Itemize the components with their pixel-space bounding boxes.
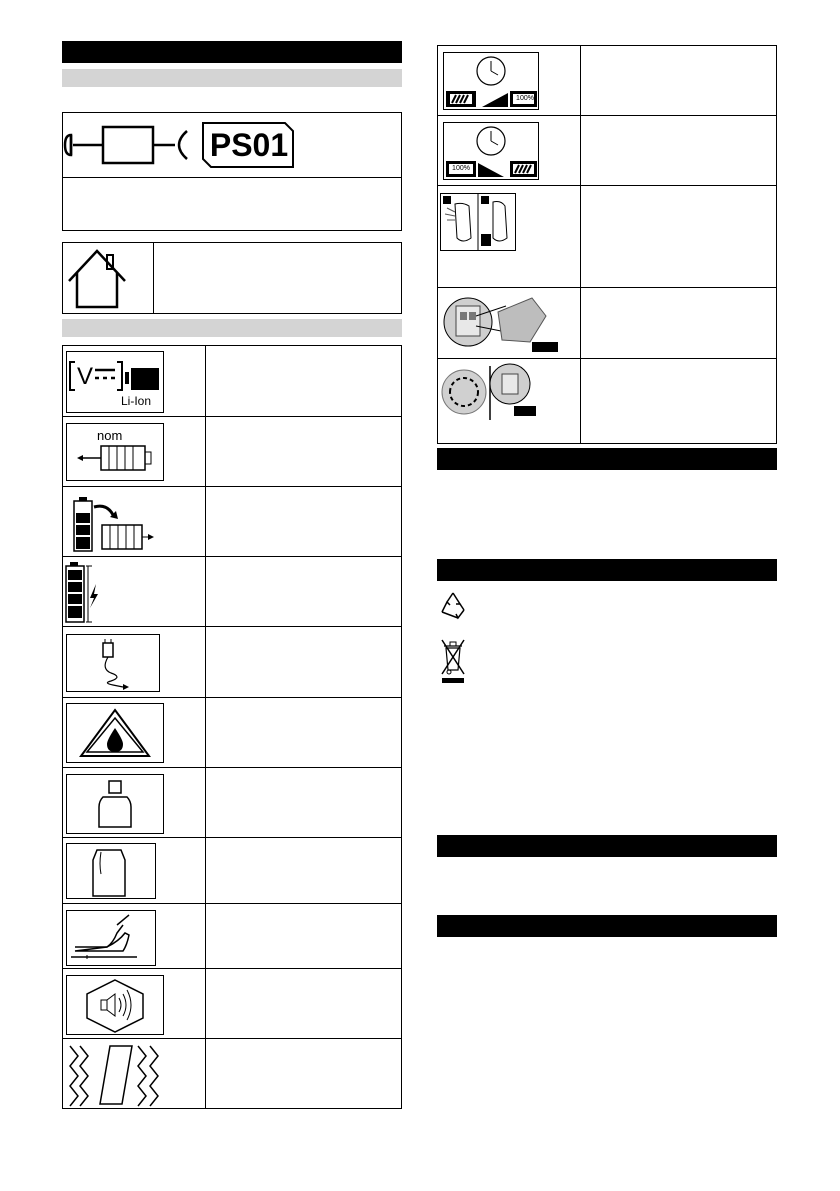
subsection-header-bar-2 <box>62 319 402 337</box>
charger-icon <box>66 634 160 692</box>
indoor-use-symbol-box <box>62 242 402 314</box>
section-header-bar-5 <box>437 915 777 937</box>
battery-charge-icon <box>62 558 162 624</box>
display-percent-label-2: 100% <box>452 165 470 172</box>
device-modes-illustration <box>440 193 516 251</box>
li-ion-label: Li-Ion <box>121 394 152 408</box>
power-supply-symbol-box <box>62 112 402 231</box>
subsection-header-bar-1 <box>62 69 402 87</box>
box-divider <box>63 177 401 178</box>
house-icon <box>63 243 151 313</box>
section-header-bar-3 <box>437 559 777 581</box>
weight-icon <box>66 774 164 834</box>
battery-voltage-icon <box>66 351 164 413</box>
sound-level-icon <box>66 975 164 1035</box>
section-header-bar-4 <box>437 835 777 857</box>
svg-text:V: V <box>77 363 94 390</box>
rotate-part-illustration <box>440 362 540 424</box>
display-charging-icon <box>443 52 539 110</box>
display-percent-label-1: 100% <box>516 95 534 102</box>
nom-label: nom <box>97 428 123 443</box>
vibration-icon <box>62 1040 172 1108</box>
section-header-bar-2 <box>437 448 777 470</box>
display-discharging-icon <box>443 122 539 180</box>
model-code-label: PS01 <box>209 127 289 163</box>
warning-liquid-icon <box>66 703 164 763</box>
filter-unit-illustration <box>440 292 560 354</box>
crossed-bin-icon <box>438 636 468 684</box>
battery-to-motor-icon <box>66 489 166 553</box>
nominal-motor-icon <box>66 423 164 481</box>
device-dimensions-icon <box>66 843 156 899</box>
recycle-icon <box>438 590 468 620</box>
section-header-bar-1 <box>62 41 402 63</box>
window-vac-icon <box>66 910 156 966</box>
